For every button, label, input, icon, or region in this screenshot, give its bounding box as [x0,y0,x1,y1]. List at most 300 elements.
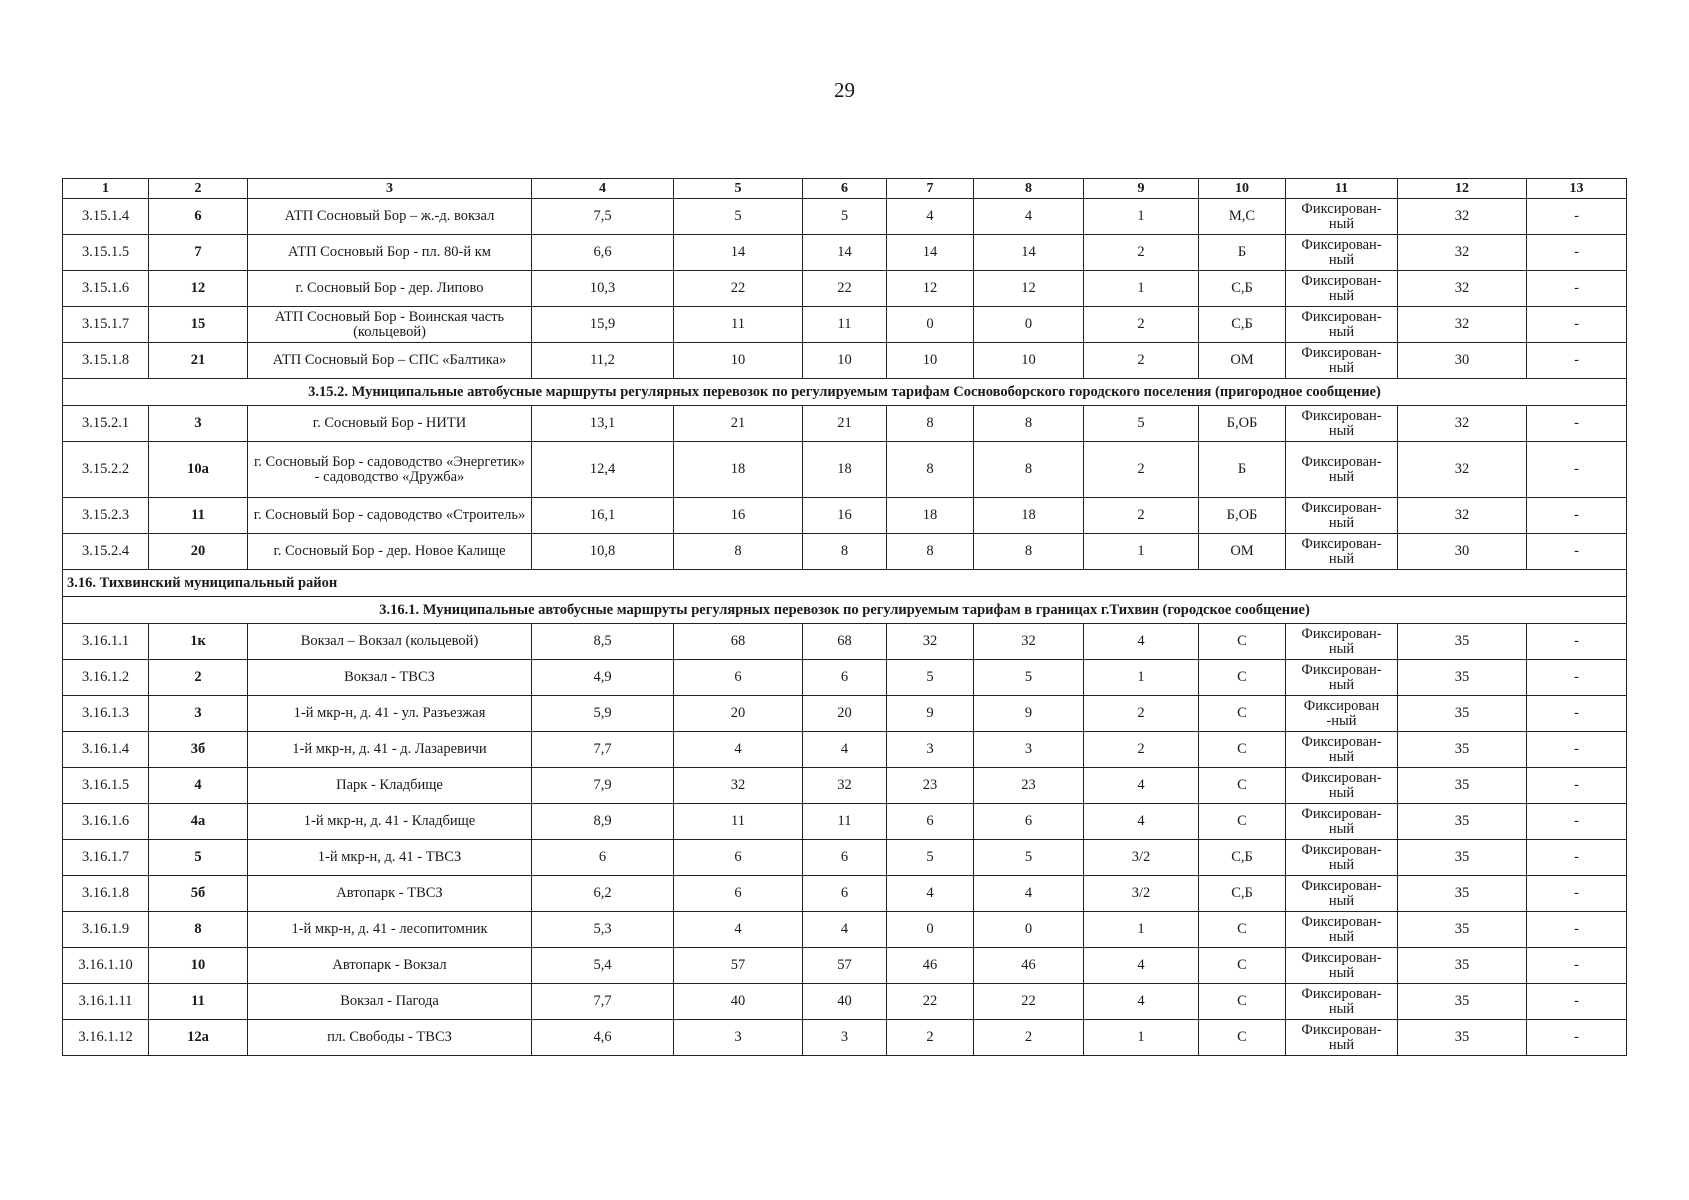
table-cell-c2: 12 [149,271,248,307]
table-cell-c9: 1 [1084,660,1199,696]
table-cell-c5: 6 [674,660,803,696]
table-cell-c9: 1 [1084,534,1199,570]
table-cell-c9: 4 [1084,768,1199,804]
table-cell-c8: 5 [974,840,1084,876]
table-cell-c1: 3.16.1.5 [63,768,149,804]
table-cell-c1: 3.15.2.2 [63,442,149,498]
table-cell-c1: 3.16.1.8 [63,876,149,912]
table-cell-c10: Б,ОБ [1199,498,1286,534]
table-cell-c1: 3.16.1.6 [63,804,149,840]
table-cell-c7: 12 [887,271,974,307]
table-row [63,768,1627,804]
table-cell-c1: 3.16.1.9 [63,912,149,948]
table-cell-c3: Вокзал - ТВСЗ [248,660,532,696]
table-cell-c1: 3.16.1.10 [63,948,149,984]
table-cell-c5: 20 [674,696,803,732]
table-cell-c10: С,Б [1199,840,1286,876]
table-cell-c12: 32 [1398,307,1527,343]
table-cell-c8: 12 [974,271,1084,307]
table-cell-c11: Фиксирован-ный [1286,406,1398,442]
table-cell-c10: С [1199,912,1286,948]
table-cell-c2: 1к [149,624,248,660]
table-cell-c5: 68 [674,624,803,660]
table-cell-c2: 10а [149,442,248,498]
table-cell-c2: 6 [149,199,248,235]
table-cell-c13: - [1527,768,1627,804]
table-cell-c1: 3.15.1.8 [63,343,149,379]
table-cell-c4: 7,7 [532,984,674,1020]
column-header: 7 [887,179,974,199]
table-cell-c5: 57 [674,948,803,984]
table-cell-c3: Автопарк - ТВСЗ [248,876,532,912]
table-cell-c9: 2 [1084,307,1199,343]
table-cell-c2: 11 [149,498,248,534]
table-cell-c1: 3.15.2.4 [63,534,149,570]
table-row [63,624,1627,660]
table-cell-c6: 21 [803,406,887,442]
table-cell-c12: 35 [1398,624,1527,660]
column-header: 1 [63,179,149,199]
table-cell-c6: 14 [803,235,887,271]
table-cell-c11: Фиксирован-ный [1286,235,1398,271]
section-heading-row [63,570,1627,597]
table-cell-c5: 11 [674,307,803,343]
table-cell-c7: 14 [887,235,974,271]
table-cell-c6: 3 [803,1020,887,1056]
table-cell-c13: - [1527,948,1627,984]
table-cell-c4: 16,1 [532,498,674,534]
table-cell-c11: Фиксирован-ный [1286,984,1398,1020]
table-cell-c11: Фиксирован-ный [1286,624,1398,660]
table-cell-c8: 5 [974,660,1084,696]
table-cell-c12: 35 [1398,912,1527,948]
table-cell-c6: 18 [803,442,887,498]
table-cell-c12: 32 [1398,406,1527,442]
table-cell-c7: 3 [887,732,974,768]
table-cell-c4: 4,6 [532,1020,674,1056]
table-cell-c4: 7,7 [532,732,674,768]
table-cell-c12: 35 [1398,732,1527,768]
table-cell-c8: 3 [974,732,1084,768]
table-cell-c4: 5,4 [532,948,674,984]
table-cell-c13: - [1527,804,1627,840]
table-cell-c3: г. Сосновый Бор - дер. Новое Калище [248,534,532,570]
table-cell-c10: С [1199,768,1286,804]
column-header: 2 [149,179,248,199]
table-cell-c10: С [1199,660,1286,696]
table-cell-c7: 23 [887,768,974,804]
table-cell-c11: Фиксирован-ный [1286,804,1398,840]
table-cell-c11: Фиксирован-ный [1286,442,1398,498]
routes-table [62,178,1627,1056]
table-cell-c6: 20 [803,696,887,732]
table-row [63,199,1627,235]
table-cell-c13: - [1527,534,1627,570]
table-cell-c1: 3.15.1.6 [63,271,149,307]
column-header: 9 [1084,179,1199,199]
table-row [63,271,1627,307]
table-cell-c7: 0 [887,307,974,343]
table-cell-c8: 9 [974,696,1084,732]
table-cell-c4: 5,3 [532,912,674,948]
table-cell-c5: 8 [674,534,803,570]
table-cell-c11: Фиксирован-ный [1286,840,1398,876]
table-cell-c2: 8 [149,912,248,948]
table-cell-c9: 4 [1084,948,1199,984]
table-cell-c2: 3 [149,406,248,442]
table-cell-c10: ОМ [1199,534,1286,570]
table-cell-c3: г. Сосновый Бор - садоводство «Строитель» [248,498,532,534]
table-cell-c1: 3.15.2.1 [63,406,149,442]
table-cell-c4: 5,9 [532,696,674,732]
table-cell-c7: 10 [887,343,974,379]
table-cell-c5: 10 [674,343,803,379]
table-cell-c12: 32 [1398,199,1527,235]
table-cell-c10: М,С [1199,199,1286,235]
table-cell-c13: - [1527,307,1627,343]
table-cell-c6: 6 [803,876,887,912]
table-cell-c8: 46 [974,948,1084,984]
table-cell-c11: Фиксирован-ный [1286,660,1398,696]
table-cell-c1: 3.16.1.1 [63,624,149,660]
table-cell-c11: Фиксирован-ный [1286,1020,1398,1056]
table-cell-c9: 5 [1084,406,1199,442]
table-cell-c12: 32 [1398,271,1527,307]
table-cell-c7: 22 [887,984,974,1020]
table-cell-c11: Фиксирован-ный [1286,948,1398,984]
table-cell-c7: 4 [887,876,974,912]
table-cell-c8: 0 [974,307,1084,343]
table-cell-c8: 10 [974,343,1084,379]
table-cell-c7: 5 [887,840,974,876]
table-row [63,1020,1627,1056]
table-row [63,442,1627,498]
table-cell-c7: 18 [887,498,974,534]
page-number: 29 [834,78,855,102]
table-cell-c8: 14 [974,235,1084,271]
table-cell-c7: 5 [887,660,974,696]
table-cell-c5: 3 [674,1020,803,1056]
table-cell-c2: 15 [149,307,248,343]
table-cell-c4: 10,8 [532,534,674,570]
table-row [63,732,1627,768]
table-cell-c4: 6,2 [532,876,674,912]
table-cell-c5: 5 [674,199,803,235]
table-cell-c1: 3.16.1.11 [63,984,149,1020]
table-cell-c5: 16 [674,498,803,534]
table-row [63,804,1627,840]
table-row [63,696,1627,732]
table-cell-c12: 35 [1398,804,1527,840]
column-header: 3 [248,179,532,199]
header-row [63,179,1627,199]
table-cell-c9: 2 [1084,442,1199,498]
table-cell-c4: 10,3 [532,271,674,307]
table-cell-c9: 4 [1084,984,1199,1020]
table-cell-c2: 21 [149,343,248,379]
table-cell-c13: - [1527,984,1627,1020]
table-cell-c13: - [1527,406,1627,442]
table-cell-c6: 6 [803,840,887,876]
table-cell-c5: 4 [674,732,803,768]
table-cell-c3: г. Сосновый Бор - НИТИ [248,406,532,442]
table-cell-c10: С,Б [1199,307,1286,343]
table-cell-c6: 5 [803,199,887,235]
table-cell-c13: - [1527,696,1627,732]
table-cell-c6: 10 [803,343,887,379]
table-cell-c12: 35 [1398,660,1527,696]
table-cell-c2: 3 [149,696,248,732]
table-cell-c11: Фиксирован-ный [1286,199,1398,235]
table-row [63,948,1627,984]
table-cell-c8: 2 [974,1020,1084,1056]
table-cell-c2: 4а [149,804,248,840]
table-cell-c3: 1-й мкр-н, д. 41 - Кладбище [248,804,532,840]
table-cell-c8: 23 [974,768,1084,804]
table-cell-c9: 1 [1084,1020,1199,1056]
table-cell-c13: - [1527,343,1627,379]
table-cell-c5: 21 [674,406,803,442]
table-cell-c4: 8,5 [532,624,674,660]
table-cell-c10: Б [1199,442,1286,498]
table-cell-c13: - [1527,660,1627,696]
table-cell-c10: Б,ОБ [1199,406,1286,442]
table-cell-c5: 22 [674,271,803,307]
table-cell-c10: С [1199,1020,1286,1056]
table-cell-c7: 0 [887,912,974,948]
table-cell-c7: 4 [887,199,974,235]
table-cell-c11: Фиксирован-ный [1286,534,1398,570]
table-cell-c6: 22 [803,271,887,307]
table-cell-c13: - [1527,498,1627,534]
table-cell-c5: 6 [674,876,803,912]
table-cell-c2: 5б [149,876,248,912]
table-cell-c6: 68 [803,624,887,660]
table-cell-c1: 3.15.1.7 [63,307,149,343]
table-cell-c9: 4 [1084,804,1199,840]
table-row [63,307,1627,343]
table-cell-c9: 2 [1084,732,1199,768]
table-cell-c11: Фиксирован-ный [1286,732,1398,768]
table-cell-c13: - [1527,271,1627,307]
table-cell-c11: Фиксирован-ный [1286,498,1398,534]
table-cell-c8: 8 [974,442,1084,498]
table-cell-c3: 1-й мкр-н, д. 41 - лесопитомник [248,912,532,948]
table-cell-c9: 1 [1084,271,1199,307]
table-cell-c13: - [1527,442,1627,498]
table-cell-c4: 6 [532,840,674,876]
table-cell-c7: 2 [887,1020,974,1056]
table-cell-c12: 30 [1398,343,1527,379]
table-cell-c3: АТП Сосновый Бор - Воинская часть (кольцевой) [248,307,532,343]
table-cell-c3: АТП Сосновый Бор – СПС «Балтика» [248,343,532,379]
table-cell-c6: 40 [803,984,887,1020]
table-cell-c2: 20 [149,534,248,570]
table-cell-c3: 1-й мкр-н, д. 41 - ТВСЗ [248,840,532,876]
table-row [63,984,1627,1020]
table-cell-c3: АТП Сосновый Бор – ж.-д. вокзал [248,199,532,235]
table-cell-c10: С,Б [1199,876,1286,912]
table-cell-c1: 3.16.1.7 [63,840,149,876]
table-cell-c6: 11 [803,307,887,343]
column-header: 13 [1527,179,1627,199]
table-cell-c7: 32 [887,624,974,660]
table-cell-c12: 35 [1398,696,1527,732]
table-cell-c12: 35 [1398,1020,1527,1056]
table-cell-c3: АТП Сосновый Бор - пл. 80-й км [248,235,532,271]
table-cell-c8: 8 [974,406,1084,442]
table-cell-c5: 32 [674,768,803,804]
table-cell-c12: 32 [1398,498,1527,534]
table-cell-c3: пл. Свободы - ТВСЗ [248,1020,532,1056]
table-cell-c1: 3.16.1.4 [63,732,149,768]
table-cell-c10: С [1199,732,1286,768]
table-cell-c3: 1-й мкр-н, д. 41 - д. Лазаревичи [248,732,532,768]
table-cell-c6: 57 [803,948,887,984]
table-cell-c2: 5 [149,840,248,876]
table-cell-c7: 8 [887,406,974,442]
table-cell-c12: 35 [1398,768,1527,804]
table-cell-c4: 15,9 [532,307,674,343]
table-cell-c11: Фиксирован-ный [1286,307,1398,343]
table-cell-c3: г. Сосновый Бор - дер. Липово [248,271,532,307]
table-cell-c4: 12,4 [532,442,674,498]
table-cell-c8: 4 [974,876,1084,912]
table-cell-c11: Фиксирован-ный [1286,876,1398,912]
table-cell-c10: С [1199,984,1286,1020]
table-cell-c9: 2 [1084,696,1199,732]
table-cell-c9: 2 [1084,498,1199,534]
table-cell-c9: 1 [1084,912,1199,948]
table-cell-c12: 35 [1398,948,1527,984]
table-cell-c5: 4 [674,912,803,948]
table-cell-c11: Фиксирован-ный [1286,271,1398,307]
table-cell-c9: 2 [1084,235,1199,271]
table-cell-c7: 6 [887,804,974,840]
table-cell-c6: 4 [803,732,887,768]
table-cell-c2: 4 [149,768,248,804]
table-cell-c10: С [1199,696,1286,732]
table-cell-c9: 1 [1084,199,1199,235]
table-cell-c1: 3.16.1.12 [63,1020,149,1056]
table-cell-c4: 8,9 [532,804,674,840]
table-cell-c13: - [1527,235,1627,271]
table-cell-c9: 2 [1084,343,1199,379]
table-cell-c8: 6 [974,804,1084,840]
table-cell-c10: С,Б [1199,271,1286,307]
table-cell-c9: 4 [1084,624,1199,660]
table-cell-c6: 4 [803,912,887,948]
table-cell-c8: 32 [974,624,1084,660]
table-cell-c2: 3б [149,732,248,768]
table-cell-c7: 9 [887,696,974,732]
table-cell-c2: 7 [149,235,248,271]
section-heading-row [63,379,1627,406]
table-cell-c8: 4 [974,199,1084,235]
table-cell-c11: Фиксирован-ный [1286,912,1398,948]
column-header: 10 [1199,179,1286,199]
table-cell-c2: 10 [149,948,248,984]
table-cell-c13: - [1527,912,1627,948]
table-cell-c12: 32 [1398,442,1527,498]
section-heading: 3.16.1. Муниципальные автобусные маршруты регулярных перевозок по регулируемым тарифам в границах г.Тихвин (городское сообщение) [63,597,1627,624]
section-heading: 3.16. Тихвинский муниципальный район [63,570,1627,597]
table-row [63,406,1627,442]
table-cell-c12: 30 [1398,534,1527,570]
table-row [63,876,1627,912]
table-cell-c8: 8 [974,534,1084,570]
table-cell-c4: 7,9 [532,768,674,804]
table-cell-c1: 3.15.1.4 [63,199,149,235]
table-cell-c6: 8 [803,534,887,570]
table-cell-c7: 8 [887,534,974,570]
table-row [63,840,1627,876]
table-cell-c8: 22 [974,984,1084,1020]
table-row [63,912,1627,948]
section-heading-row [63,597,1627,624]
table-cell-c10: ОМ [1199,343,1286,379]
column-header: 4 [532,179,674,199]
table-cell-c8: 18 [974,498,1084,534]
table-cell-c4: 11,2 [532,343,674,379]
table-cell-c1: 3.16.1.2 [63,660,149,696]
table-row [63,660,1627,696]
table-cell-c6: 6 [803,660,887,696]
table-cell-c3: Автопарк - Вокзал [248,948,532,984]
section-heading: 3.15.2. Муниципальные автобусные маршруты регулярных перевозок по регулируемым тарифам Сосновоборского городского поселения (пригородное сообщение) [63,379,1627,406]
table-cell-c12: 35 [1398,840,1527,876]
column-header: 6 [803,179,887,199]
table-cell-c2: 2 [149,660,248,696]
table-cell-c9: 3/2 [1084,876,1199,912]
table-cell-c5: 11 [674,804,803,840]
table-row [63,534,1627,570]
table-cell-c1: 3.15.1.5 [63,235,149,271]
table-cell-c13: - [1527,199,1627,235]
table-cell-c13: - [1527,1020,1627,1056]
table-cell-c13: - [1527,840,1627,876]
table-cell-c11: Фиксирован-ный [1286,343,1398,379]
table-cell-c4: 6,6 [532,235,674,271]
table-cell-c13: - [1527,732,1627,768]
table-cell-c7: 8 [887,442,974,498]
table-cell-c13: - [1527,624,1627,660]
table-cell-c4: 13,1 [532,406,674,442]
table-cell-c11: Фиксирован-ный [1286,768,1398,804]
table-cell-c11: Фиксирован -ный [1286,696,1398,732]
table-cell-c10: С [1199,624,1286,660]
table-cell-c5: 18 [674,442,803,498]
table-row [63,235,1627,271]
table-cell-c8: 0 [974,912,1084,948]
column-header: 11 [1286,179,1398,199]
table-row [63,498,1627,534]
table-cell-c2: 12а [149,1020,248,1056]
table-cell-c5: 14 [674,235,803,271]
table-cell-c3: 1-й мкр-н, д. 41 - ул. Разъезжая [248,696,532,732]
table-cell-c3: Вокзал - Пагода [248,984,532,1020]
table-cell-c2: 11 [149,984,248,1020]
table-cell-c1: 3.15.2.3 [63,498,149,534]
table-cell-c9: 3/2 [1084,840,1199,876]
table-cell-c3: Парк - Кладбище [248,768,532,804]
table-cell-c10: С [1199,948,1286,984]
table-cell-c10: С [1199,804,1286,840]
table-row [63,343,1627,379]
table-cell-c3: г. Сосновый Бор - садоводство «Энергетик» - садоводство «Дружба» [248,442,532,498]
column-header: 5 [674,179,803,199]
table-cell-c3: Вокзал – Вокзал (кольцевой) [248,624,532,660]
